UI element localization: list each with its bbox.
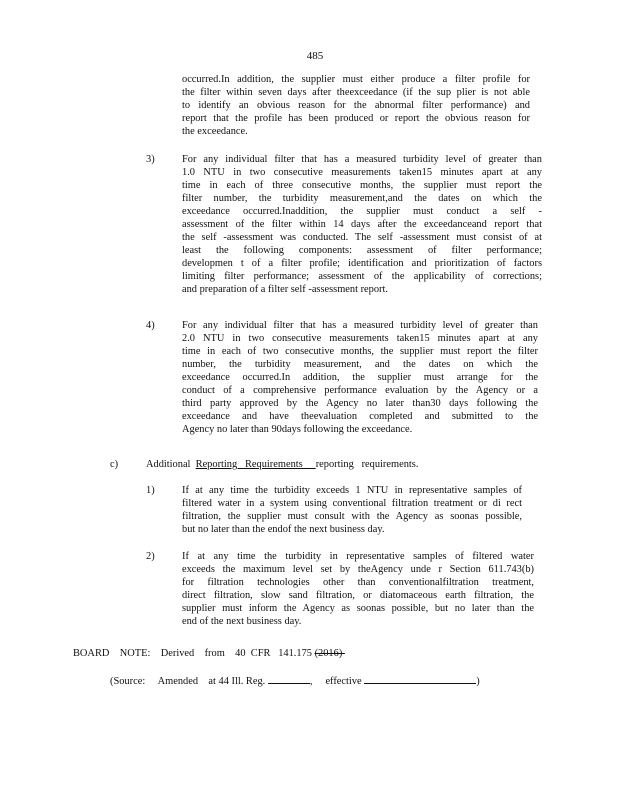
text-line: the exceedance. xyxy=(182,126,248,137)
item-2-number: 2) xyxy=(146,551,155,562)
text-line: developmen t of a filter profile; identification and prioritization of factors xyxy=(182,258,542,269)
text-line: If at any time the turbidity in representative samples of filtered water xyxy=(182,551,534,562)
text-line: least the following components: assessment of filter performance; xyxy=(182,245,542,256)
heading-prefix: Additional xyxy=(146,459,196,470)
source-prefix: (Source: Amended at 44 Ill. Reg. xyxy=(110,676,268,687)
text-line: exceeds the maximum level set by theAgency unde r Section 611.743(b) xyxy=(182,564,534,575)
text-line: exceedance and have theevaluation completed and submitted to the xyxy=(182,411,538,422)
register-page-blank xyxy=(268,674,310,684)
heading-underlined: Reporting Requirements xyxy=(195,459,316,470)
text-line: limiting filter performance; assessment of the applicability of corrections; xyxy=(182,271,542,282)
text-line: 2.0 NTU in two consecutive measurements taken15 minutes apart at any xyxy=(182,333,538,344)
item-1-paragraph xyxy=(182,484,522,536)
item-3-paragraph xyxy=(182,153,542,296)
text-line: the self -assessment was conducted. The self -assessment must consist of at xyxy=(182,232,542,243)
text-line: end of the next business day. xyxy=(182,616,302,627)
text-line: filter number, the turbidity measurement,and the dates on which the xyxy=(182,193,542,204)
effective-date-blank xyxy=(364,674,476,684)
text-line: and preparation of a filter self -assessment report. xyxy=(182,284,389,295)
text-line: conduct of a comprehensive performance evaluation by the Agency or a xyxy=(182,385,538,396)
text-line: the filter within seven days after theexceedance (if the sup plier is not able xyxy=(182,87,530,98)
source-line: (Source: Amended at 44 Ill. Reg. , effective ) xyxy=(110,676,480,687)
item-1-number: 1) xyxy=(146,485,155,496)
board-note-text: BOARD NOTE: Derived from 40 CFR 141.175 xyxy=(73,648,315,659)
item-2-paragraph xyxy=(182,550,534,628)
text-line: to identify an obvious reason for the abnormal filter performance) and xyxy=(182,100,530,111)
item-4-number: 4) xyxy=(146,320,155,331)
section-c-heading xyxy=(146,458,418,471)
text-line: filtration, the supplier must consult with the Agency as soonas possible, xyxy=(182,511,522,522)
text-line: occurred.In addition, the supplier must either produce a filter profile for xyxy=(182,74,530,85)
board-note-struck: (2016) xyxy=(314,648,345,659)
text-line: time in each of two consecutive months, the supplier must report the filter xyxy=(182,346,538,357)
text-line: report that the profile has been produced or report the obvious reason for xyxy=(182,113,530,124)
text-line: supplier must inform the Agency as soonas possible, but no later than the xyxy=(182,603,534,614)
heading-suffix: reporting requirements. xyxy=(315,459,419,470)
text-line: third party approved by the Agency no later than30 days following the xyxy=(182,398,538,409)
text-line: For any individual filter that has a measured turbidity level of greater than xyxy=(182,320,538,331)
text-line: 1.0 NTU in two consecutive measurements taken15 minutes apart at any xyxy=(182,167,542,178)
text-line: for filtration technologies other than conventionalfiltration treatment, xyxy=(182,577,534,588)
section-c-letter: c) xyxy=(110,459,119,470)
text-line: number, the turbidity measurement, and the dates on which the xyxy=(182,359,538,370)
page-number: 485 xyxy=(306,50,324,62)
item-4-paragraph xyxy=(182,319,538,436)
text-line: exceedance occurred.In addition, the supplier must arrange for the xyxy=(182,372,538,383)
text-line: For any individual filter that has a measured turbidity level of greater than xyxy=(182,154,542,165)
text-line: If at any time the turbidity exceeds 1 NTU in representative samples of xyxy=(182,485,522,496)
text-line: assessment of the filter within 14 days after the exceedanceand report that xyxy=(182,219,542,230)
text-line: exceedance occurred.Inaddition, the supplier must conduct a self - xyxy=(182,206,542,217)
text-line: time in each of three consecutive months, the supplier must report the xyxy=(182,180,542,191)
text-line: direct filtration, slow sand filtration, or diatomaceous earth filtration, the xyxy=(182,590,534,601)
text-line: Agency no later than 90days following the exceedance. xyxy=(182,424,413,435)
intro-paragraph xyxy=(182,73,530,138)
source-middle: , effective xyxy=(309,676,365,687)
text-line: filtered water in a system using conventional filtration treatment or di rect xyxy=(182,498,522,509)
board-note xyxy=(73,647,345,660)
item-3-number: 3) xyxy=(146,154,155,165)
text-line: but no later than the endof the next business day. xyxy=(182,524,385,535)
